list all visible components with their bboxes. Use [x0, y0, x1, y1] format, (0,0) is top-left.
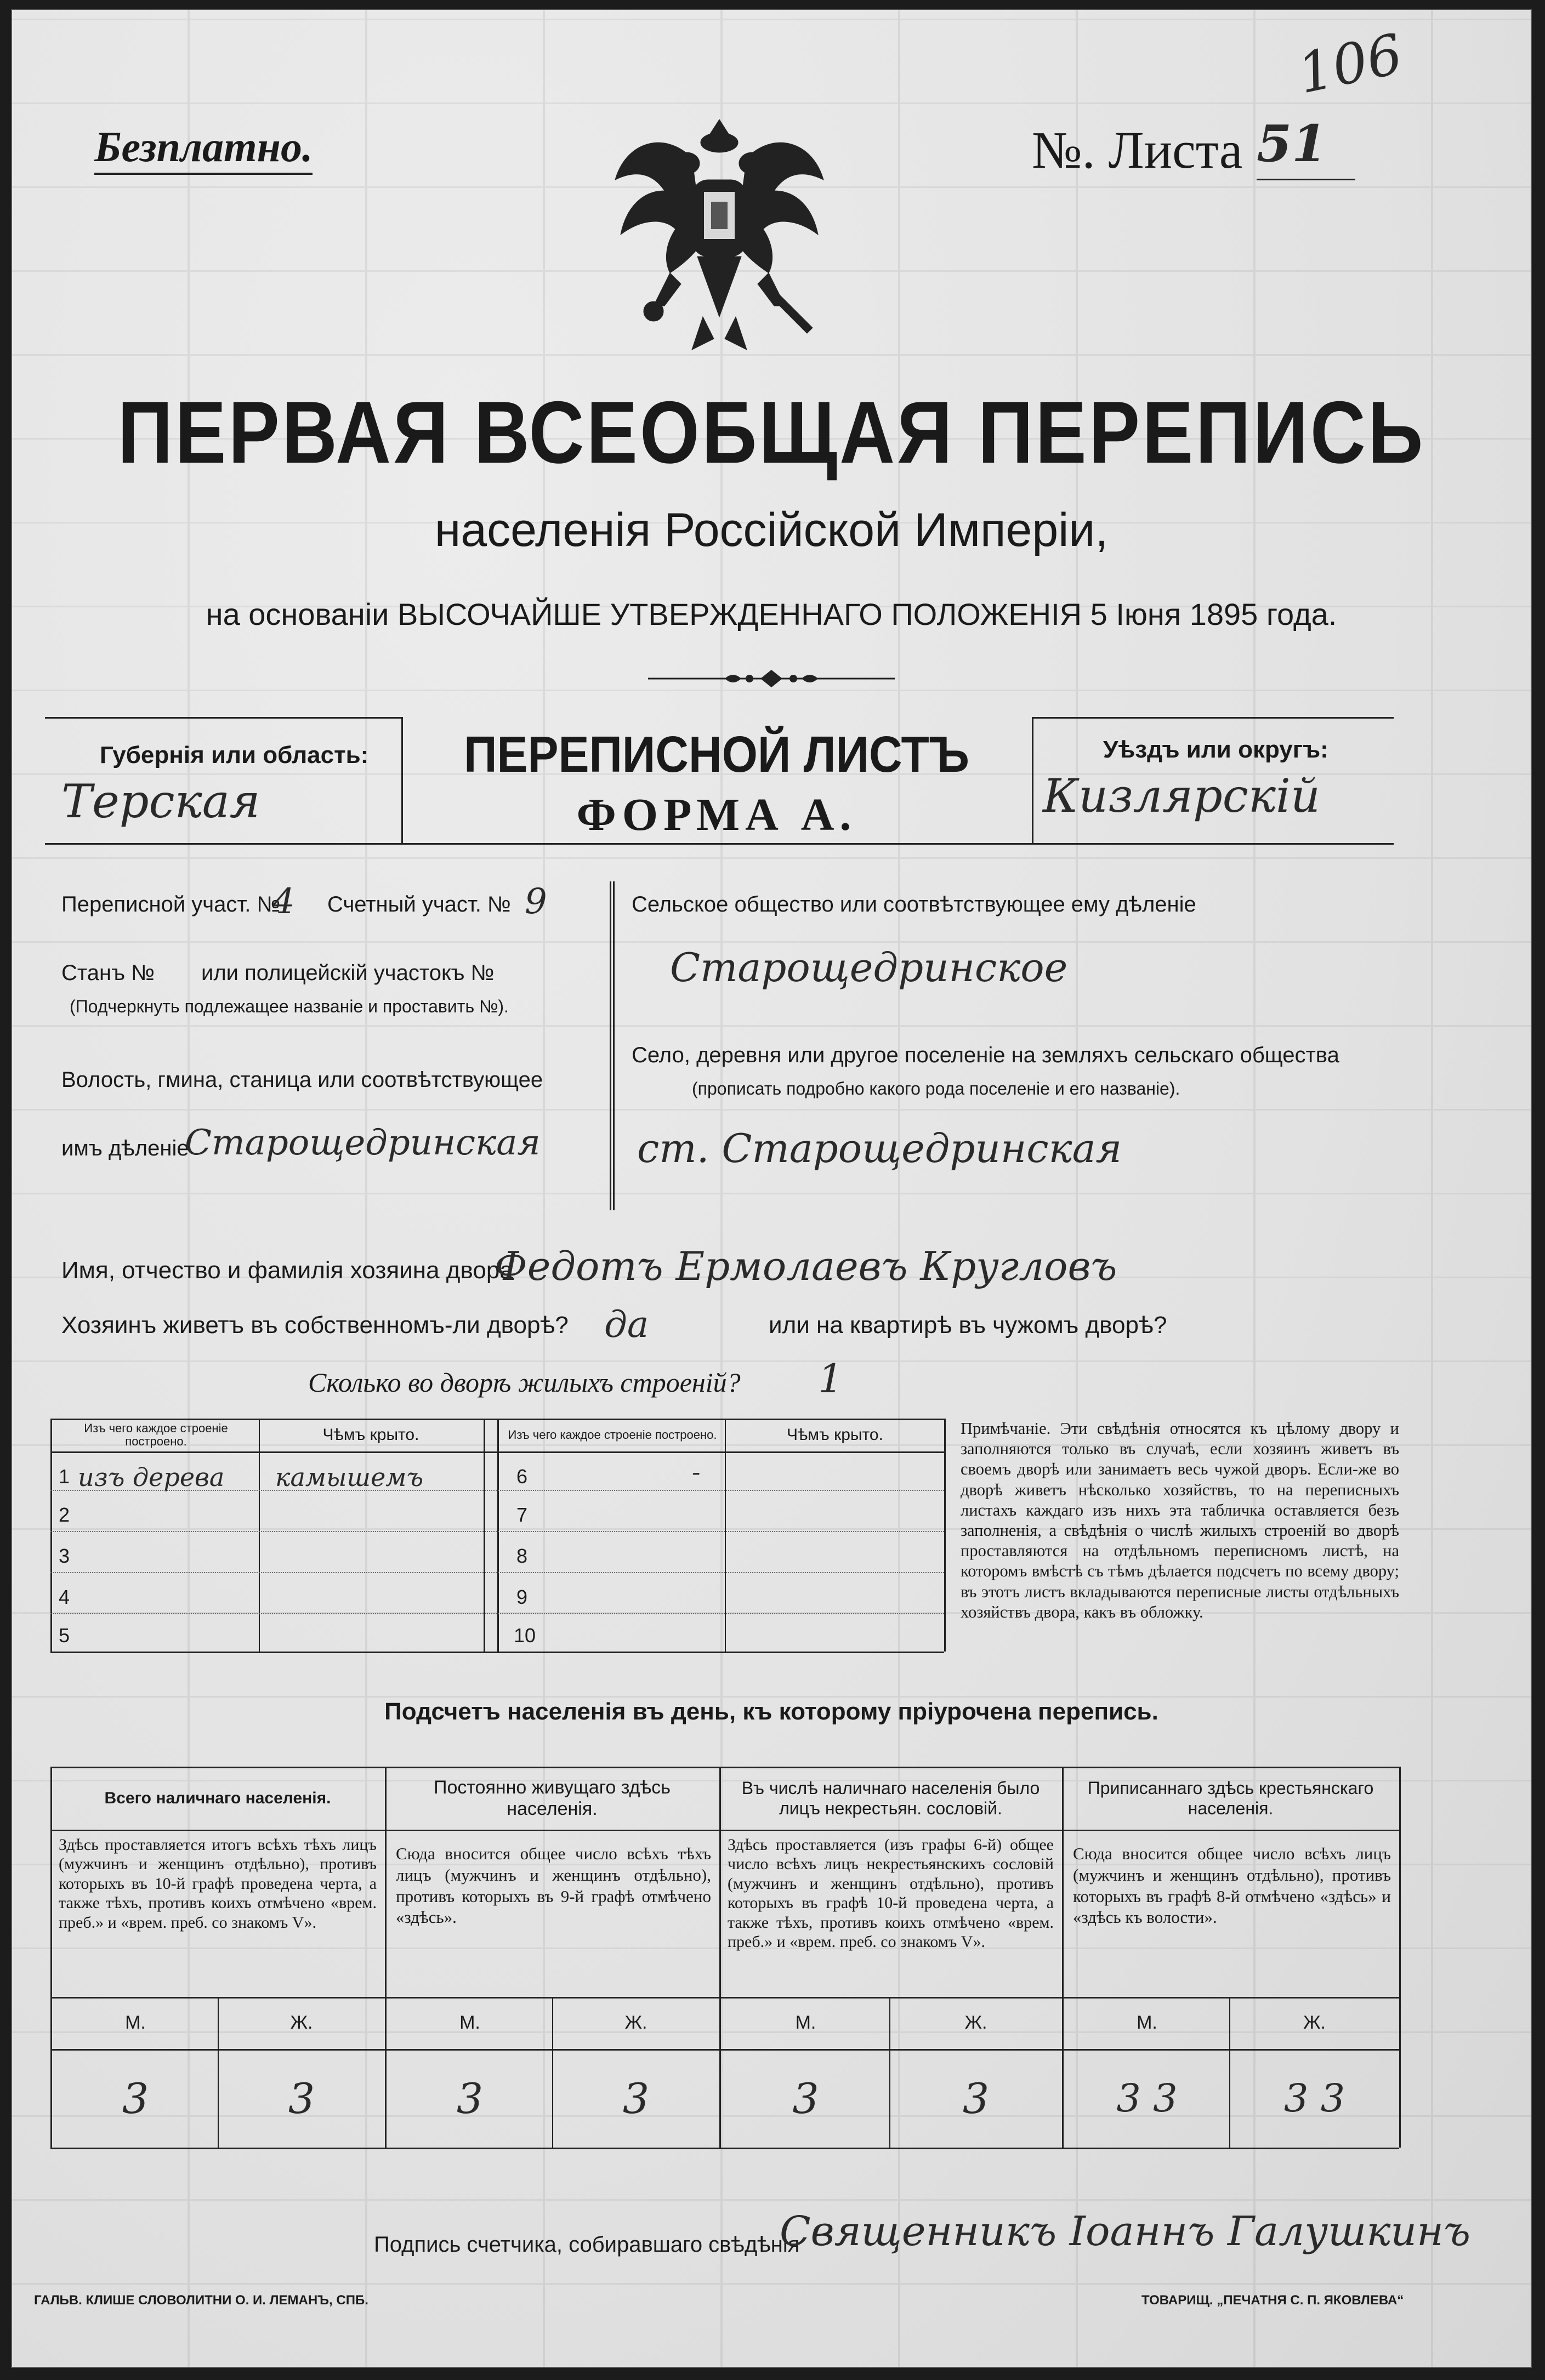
male-label: М.	[1137, 2012, 1157, 2033]
female-count: 3	[962, 2074, 990, 2123]
building-row-n: 4	[59, 1586, 70, 1608]
count-title: Подсчетъ населенія въ день, къ которому пріурочена перепись.	[384, 1698, 1158, 1725]
census-uchast-value: 4	[272, 881, 295, 922]
footer-left: ГАЛЬВ. КЛИШЕ СЛОВОЛИТНИ О. И. ЛЕМАНЪ, СПБ.	[34, 2293, 368, 2308]
female-count: 3	[288, 2074, 315, 2123]
col-material-left: Изъ чего каждое строеніе построено.	[84, 1421, 228, 1448]
col-roof-right: Чѣмъ крыто.	[787, 1426, 883, 1444]
signature-label: Подпись счетчика, собиравшаго свѣдѣнія	[374, 2233, 800, 2257]
corner-number: 106	[1292, 21, 1408, 106]
col-roof-left: Чѣмъ крыто.	[322, 1426, 419, 1444]
gubernia-label: Губернія или область:	[100, 742, 369, 768]
building-row-n: 7	[516, 1504, 528, 1526]
selo-label: Село, деревня или другое поселеніе на земляхъ сельскаго общества	[632, 1043, 1339, 1067]
building-row-n: 9	[516, 1586, 528, 1608]
female-count: 3	[622, 2074, 650, 2123]
uezd-label: Уѣздъ или округъ:	[1103, 736, 1328, 763]
building-row-material: -	[692, 1457, 701, 1487]
free-label: Безплатно.	[94, 122, 313, 175]
male-label: М.	[125, 2012, 146, 2033]
page-subtitle: населенія Россійской Имперіи,	[434, 504, 1109, 556]
volost-value: Старощедринская	[185, 1123, 541, 1163]
female-count: 3 3	[1283, 2076, 1345, 2121]
ornament-divider	[643, 668, 900, 690]
volost-label: Волость, гмина, станица или соотвѣтствующее	[61, 1068, 543, 1092]
building-row-n: 5	[59, 1624, 70, 1647]
building-row-n: 6	[516, 1465, 528, 1488]
building-row-material: изъ дерева	[78, 1462, 225, 1492]
schetny-label: Счетный участ. №	[327, 892, 511, 916]
page-title: ПЕРВАЯ ВСЕОБЩАЯ ПЕРЕПИСЬ	[117, 383, 1425, 482]
census-sheet	[11, 9, 1532, 2368]
male-count: 3	[792, 2074, 819, 2123]
society-value: Старощедринское	[670, 944, 1068, 990]
stan-label: Станъ №	[61, 961, 155, 985]
count-col-head: Приписаннаго здѣсь крестьянскаго населенія.	[1087, 1778, 1374, 1818]
schetny-value: 9	[525, 881, 547, 922]
sheet-form-title: ПЕРЕПИСНОЙ ЛИСТЪ	[464, 726, 969, 783]
building-row-roof: камышемъ	[275, 1462, 424, 1492]
building-count-value: 1	[818, 1356, 843, 1402]
double-headed-eagle-emblem	[604, 109, 834, 372]
gubernia-value: Терская	[61, 775, 260, 828]
form-name: ФОРМА А.	[576, 789, 857, 840]
stan-note: (Подчеркнуть подлежащее названіе и проставить №).	[70, 997, 509, 1016]
building-row-n: 1	[59, 1465, 70, 1488]
signature-value: Священникъ Іоаннъ Галушкинъ	[780, 2208, 1471, 2255]
census-uchast-label: Переписной участ. №	[61, 892, 281, 916]
male-count: 3	[456, 2074, 484, 2123]
own-yard-value: да	[604, 1303, 649, 1346]
sheet-number-value: 51	[1257, 114, 1327, 173]
count-col-head: Постоянно живущаго здѣсь населенія.	[434, 1777, 671, 1819]
police-label: или полицейскій участокъ №	[201, 961, 495, 985]
count-col-desc: Сюда вносится общее число всѣхъ лицъ (мужчинъ и женщинъ отдѣльно), противъ которыхъ въ графѣ 8-й отмѣчено «здѣсь» и «здѣсь къ волости».	[1073, 1844, 1391, 1927]
building-row-n: 2	[59, 1504, 70, 1526]
own-yard-label: Хозяинъ живетъ въ собственномъ-ли дворѣ?	[61, 1312, 569, 1339]
footer-right: ТОВАРИЩ. „ПЕЧАТНЯ С. П. ЯКОВЛЕВА“	[1141, 2293, 1404, 2308]
sheet-number-label: №. Листа	[1032, 121, 1243, 179]
owner-name-value: Федотъ Ермолаевъ Кругловъ	[495, 1243, 1117, 1289]
count-col-head: Въ числѣ наличнаго населенія было лицъ некрестьян. сословій.	[741, 1778, 1040, 1818]
female-label: Ж.	[964, 2012, 987, 2033]
female-label: Ж.	[290, 2012, 313, 2033]
male-count: 3	[122, 2074, 149, 2123]
building-row-n: 8	[516, 1545, 528, 1567]
volost-label-2: имъ дѣленіе	[61, 1136, 189, 1160]
count-col-desc: Здѣсь проставляется итогъ всѣхъ тѣхъ лицъ (мужчинъ и женщинъ отдѣльно), противъ которыхъ въ 10-й графѣ проведена черта, а также тѣхъ, противъ коихъ отмѣчено «врем. преб.» и «врем. преб. со знакомъ V».	[59, 1836, 377, 1932]
male-label: М.	[459, 2012, 480, 2033]
building-count-label: Сколько во дворѣ жилыхъ строеній?	[308, 1367, 741, 1398]
selo-note: (прописать подробно какого рода поселеніе и его названіе).	[692, 1079, 1180, 1098]
count-col-desc: Сюда вносится общее число всѣхъ тѣхъ лицъ (мужчинъ и женщинъ отдѣльно), противъ которыхъ въ 9-й графѣ отмѣчено «здѣсь».	[396, 1844, 711, 1927]
female-label: Ж.	[624, 2012, 647, 2033]
society-label: Сельское общество или соотвѣтствующее ему дѣленіе	[632, 892, 1196, 916]
rent-label: или на квартирѣ въ чужомъ дворѣ?	[769, 1312, 1167, 1339]
owner-name-label: Имя, отчество и фамилія хозяина двора	[61, 1257, 513, 1284]
uezd-value: Кизлярскій	[1043, 769, 1320, 823]
selo-value: ст. Старощедринская	[637, 1125, 1122, 1171]
count-col-desc: Здѣсь проставляется (изъ графы 6-й) общее число всѣхъ лицъ некрестьянскихъ сословій (мужчинъ и женщинъ отдѣльно), противъ которыхъ въ графѣ 10-й проведена черта, а также тѣхъ, противъ коихъ отмѣчено «врем. преб.» и «врем. преб. со знакомъ V».	[728, 1836, 1054, 1951]
building-row-n: 3	[59, 1545, 70, 1567]
male-label: М.	[795, 2012, 816, 2033]
basis-line: на основаніи ВЫСОЧАЙШЕ УТВЕРЖДЕННАГО ПОЛОЖЕНІЯ 5 Іюня 1895 года.	[206, 597, 1337, 631]
female-label: Ж.	[1303, 2012, 1326, 2033]
buildings-note: Примѣчаніе. Эти свѣдѣнія относятся къ цѣлому двору и заполняются только въ случаѣ, если хозяинъ живетъ въ своемъ дворѣ или занимаетъ весь чужой дворъ. Если-же во дворѣ живетъ нѣсколько хозяйствъ, то на переписныхъ листахъ каждаго изъ нихъ эта табличка оставляется безъ заполненія, а свѣдѣнія о числѣ жилыхъ строеній во дворѣ проставляются на отдѣльномъ переписномъ листѣ, на которомъ вмѣстѣ съ тѣмъ дѣлается подсчетъ по всему двору; въ этотъ листъ вкладываются переписные листы отдѣльныхъ хозяйствъ двора, какъ въ обложку.	[961, 1419, 1399, 1621]
building-row-n: 10	[514, 1624, 536, 1647]
col-material-right: Изъ чего каждое строеніе построено.	[508, 1427, 717, 1442]
male-count: 3 3	[1116, 2076, 1178, 2121]
count-col-head: Всего наличнаго населенія.	[104, 1789, 331, 1807]
